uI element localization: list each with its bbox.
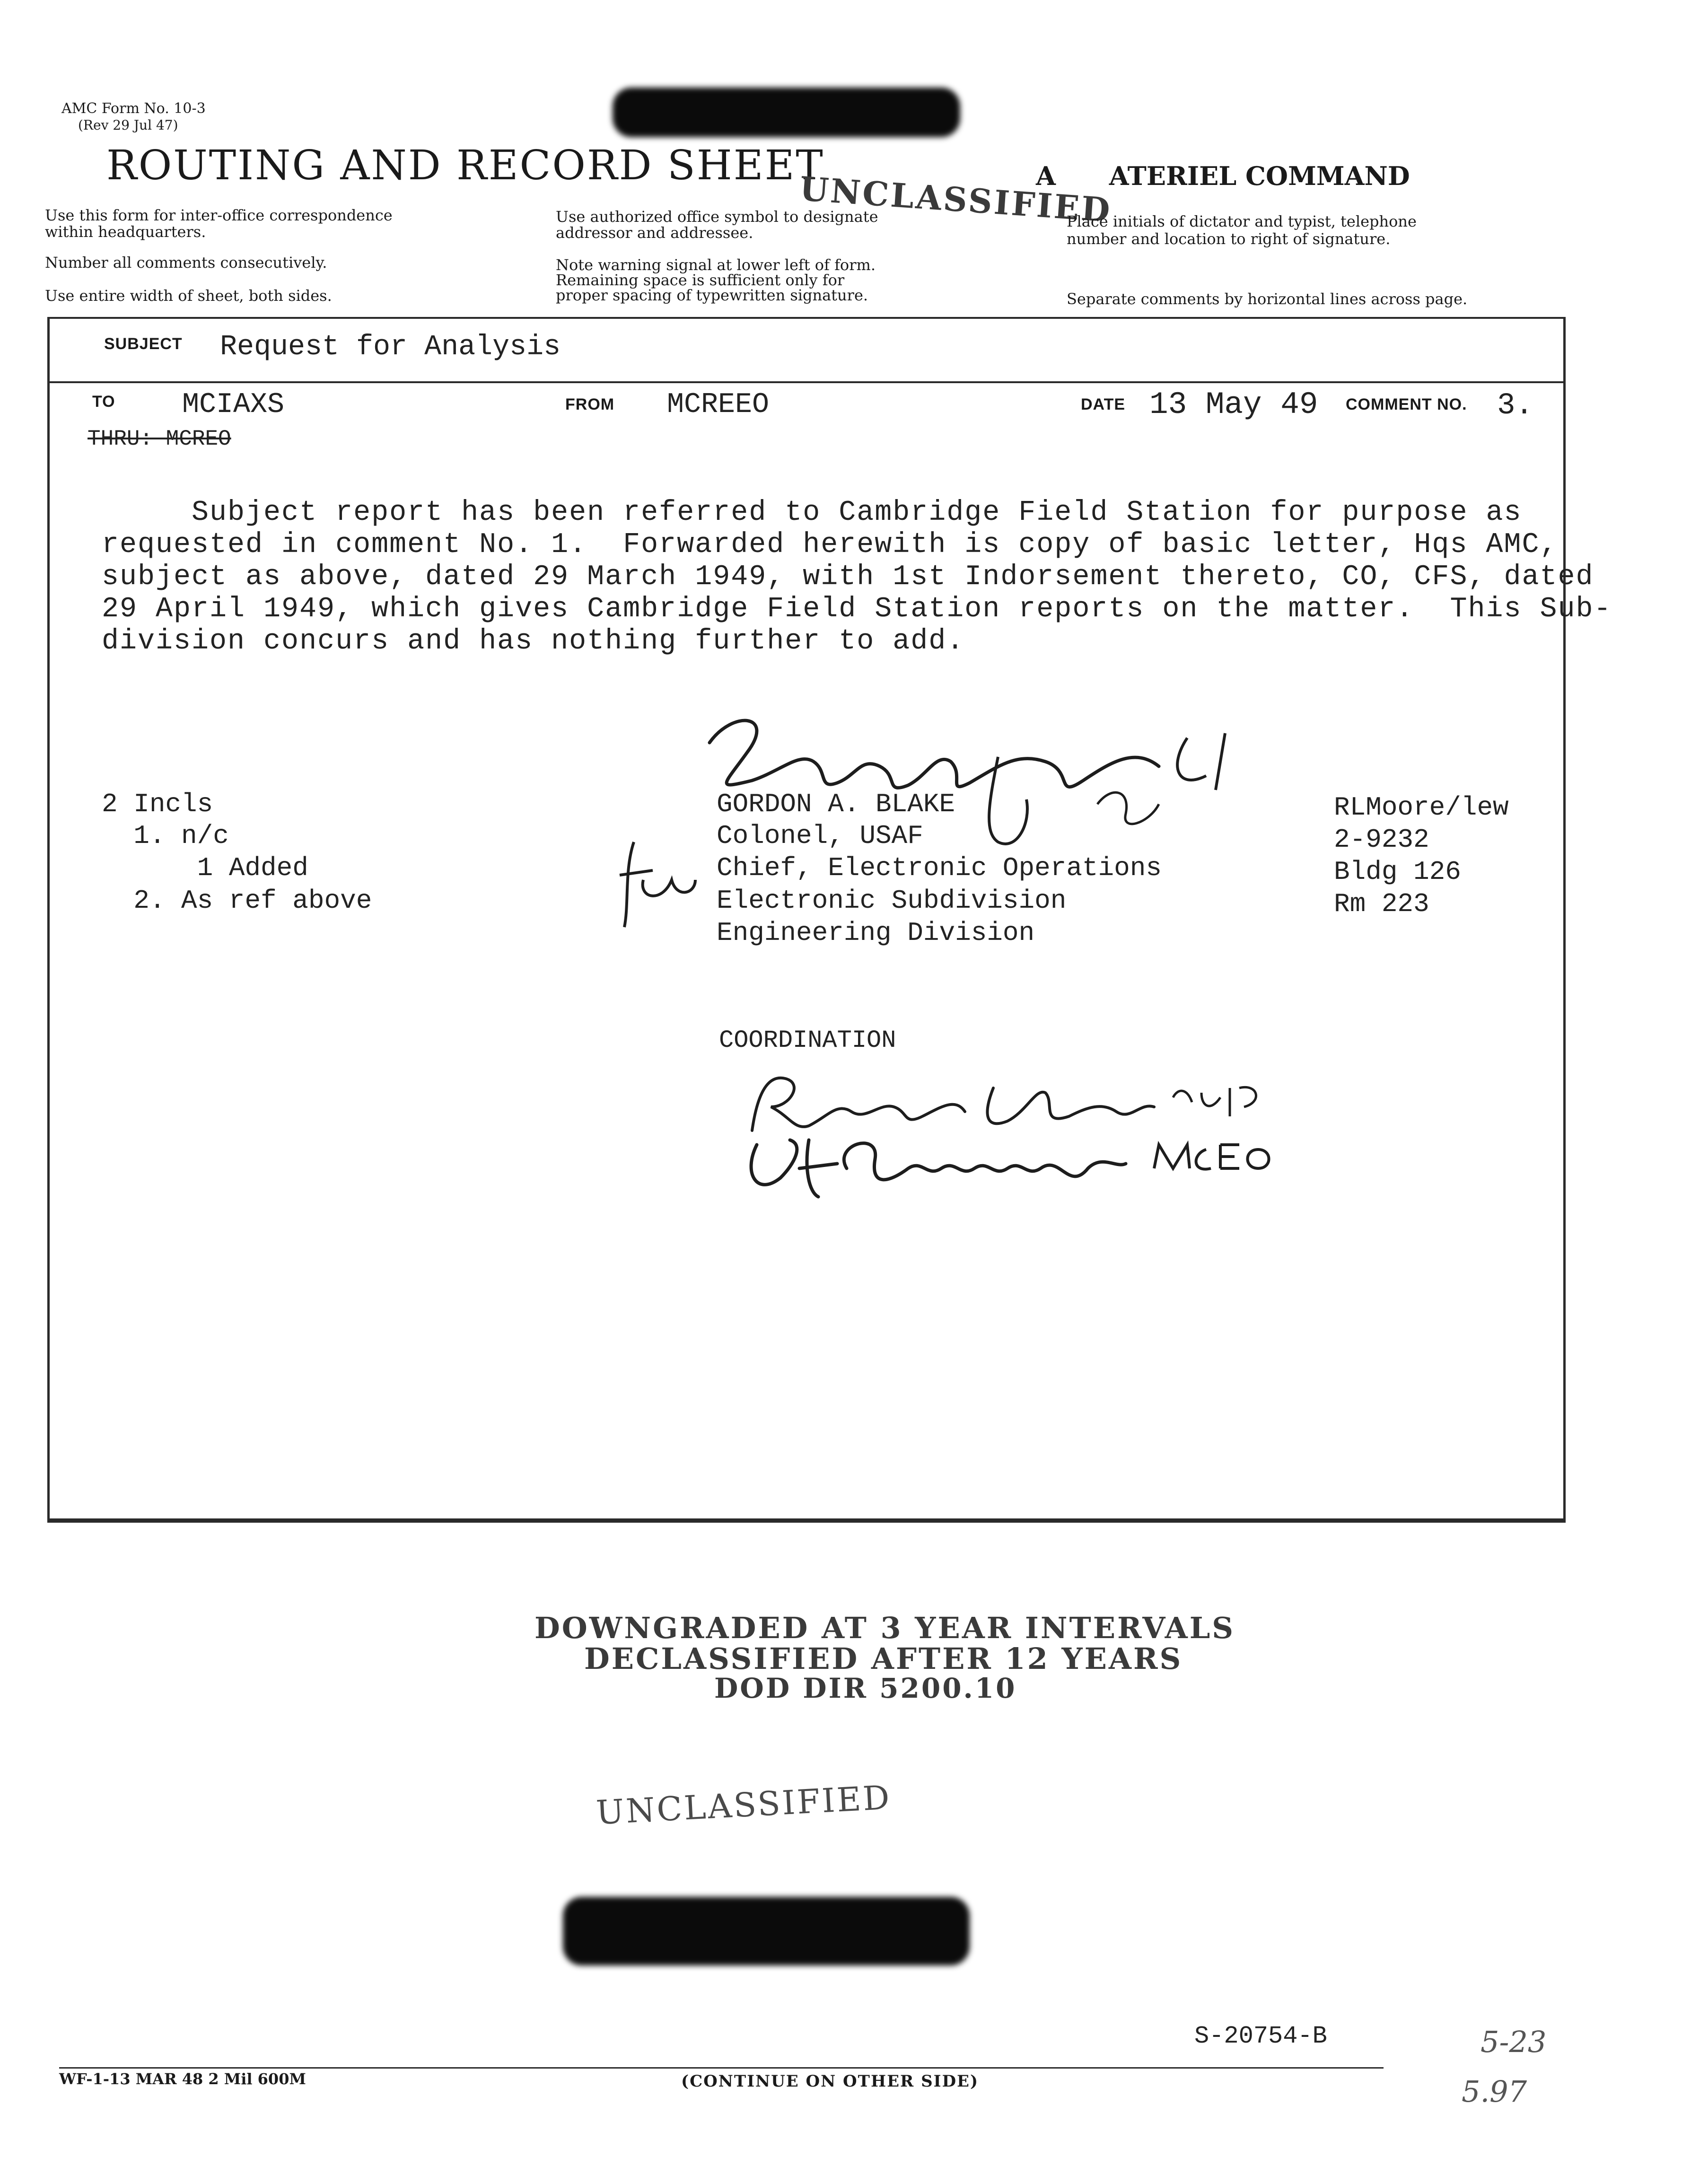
instruction-mid-2: addressor and addressee. (556, 224, 753, 242)
signature-title-2: Electronic Subdivision (717, 886, 1067, 916)
unclassified-stamp-bottom: UNCLASSIFIED (595, 1778, 893, 1833)
unclassified-stamp-top: UNCLASSIFIED (798, 169, 1113, 230)
subject-value: Request for Analysis (220, 331, 561, 363)
instruction-left-4: Use entire width of sheet, both sides. (45, 287, 332, 305)
incl-line-1: 2 Incls (102, 789, 213, 819)
instruction-right-1: Place initials of dictator and typist, telephone (1067, 212, 1417, 230)
body-line-2: requested in comment No. 1. Forwarded herewith is copy of basic letter, Hqs AMC, (102, 529, 1558, 561)
print-code: WF-1-13 MAR 48 2 Mil 600M (59, 2070, 306, 2088)
signature-title-3: Engineering Division (717, 918, 1035, 948)
section-divider (47, 1518, 1566, 1521)
instruction-right-2: number and location to right of signature. (1067, 230, 1391, 248)
instruction-mid-4: Remaining space is sufficient only for (556, 271, 845, 289)
date-label: DATE (1081, 395, 1126, 413)
form-revision: (Rev 29 Jul 47) (78, 117, 178, 133)
incl-line-4: 2. As ref above (102, 886, 372, 916)
handwritten-note-1: 5-23 (1481, 2025, 1547, 2059)
typist-initials: RLMoore/lew (1334, 792, 1509, 823)
signature-title-1: Chief, Electronic Operations (717, 853, 1162, 883)
instruction-left-1: Use this form for inter-office correspondence (45, 206, 393, 224)
from-label: FROM (565, 395, 615, 413)
body-line-5: division concurs and has nothing further to add. (102, 625, 965, 658)
redaction-bottom (563, 1897, 970, 1965)
subject-label: SUBJECT (104, 335, 183, 353)
form-title: ROUTING AND RECORD SHEET (106, 142, 824, 189)
instruction-mid-3: Note warning signal at lower left of form. (556, 256, 876, 274)
thru-value: THRU: MCREO (88, 427, 231, 451)
instruction-left-3: Number all comments consecutively. (45, 254, 327, 272)
handwritten-note-2: 5.97 (1462, 2074, 1527, 2109)
to-value: MCIAXS (182, 389, 285, 421)
downgrade-stamp-line-2: DECLASSIFIED AFTER 12 YEARS (584, 1641, 1183, 1676)
downgrade-stamp-line-3: DOD DIR 5200.10 (714, 1672, 1017, 1704)
room: Rm 223 (1334, 889, 1429, 919)
incl-line-2: 1. n/c (102, 821, 229, 851)
from-value: MCREEO (667, 389, 770, 421)
building: Bldg 126 (1334, 857, 1461, 887)
instruction-left-2: within headquarters. (45, 223, 206, 241)
instruction-mid-5: proper spacing of typewritten signature. (556, 286, 868, 304)
body-line-4: 29 April 1949, which gives Cambridge Field Station reports on the matter. This Sub- (102, 593, 1612, 625)
signature-rank: Colonel, USAF (717, 821, 923, 851)
instruction-right-3: Separate comments by horizontal lines across page. (1067, 290, 1468, 308)
telephone: 2-9232 (1334, 824, 1429, 855)
comment-no-value: 3. (1497, 389, 1533, 423)
instruction-mid-1: Use authorized office symbol to designate (556, 208, 878, 226)
coordination-label: COORDINATION (719, 1026, 896, 1054)
downgrade-stamp-line-1: DOWNGRADED AT 3 YEAR INTERVALS (534, 1611, 1235, 1645)
body-line-1: Subject report has been referred to Cambridge Field Station for purpose as (102, 497, 1522, 529)
redaction-top (613, 88, 960, 137)
handwritten-signature-cunningham (738, 1116, 1305, 1211)
to-label: TO (92, 393, 115, 411)
form-number: AMC Form No. 10-3 (61, 100, 206, 117)
document-number: S-20754-B (1194, 2022, 1327, 2050)
body-line-3: subject as above, dated 29 March 1949, with 1st Indorsement thereto, CO, CFS, dated (102, 561, 1594, 593)
date-value: 13 May 49 (1149, 387, 1318, 422)
incl-line-3: 1 Added (102, 853, 308, 883)
comment-no-label: COMMENT NO. (1346, 395, 1467, 413)
signature-name: GORDON A. BLAKE (717, 789, 955, 819)
command-name: A ATERIEL COMMAND (1036, 161, 1410, 191)
subject-rule (47, 381, 1563, 383)
continue-note: (CONTINUE ON OTHER SIDE) (681, 2072, 979, 2091)
footer-rule (59, 2067, 1384, 2069)
handwritten-for-mark (615, 833, 700, 937)
